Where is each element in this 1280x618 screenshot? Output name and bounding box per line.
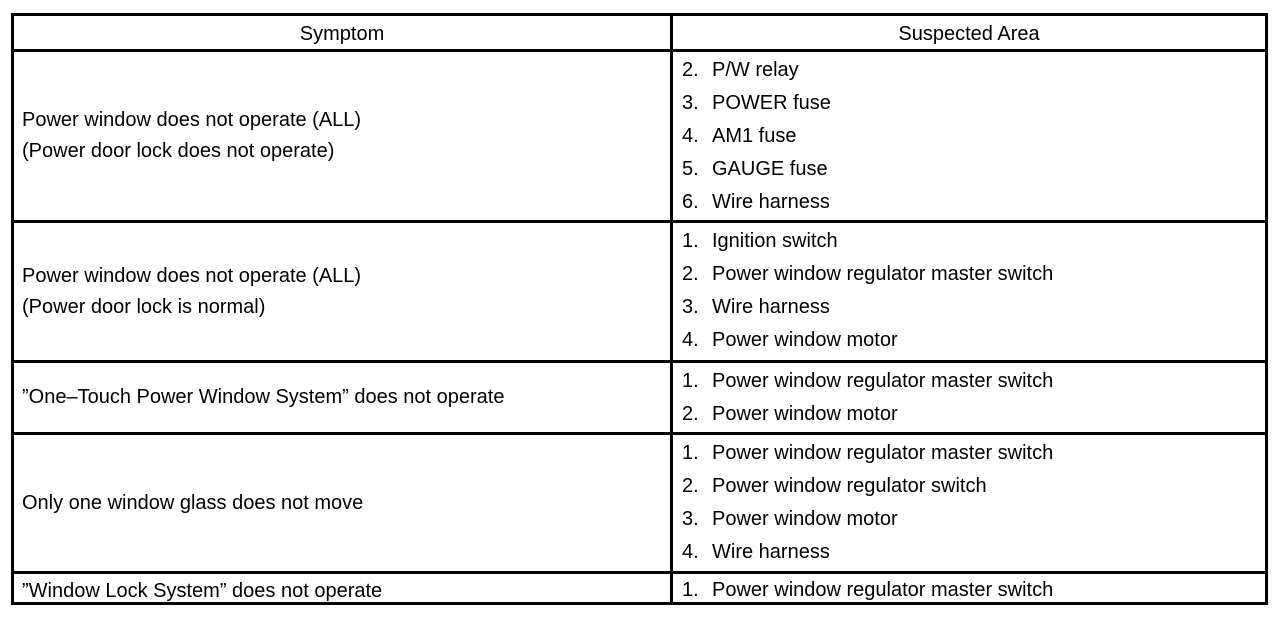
- symptom-line: ”Window Lock System” does not operate: [22, 579, 383, 602]
- troubleshooting-table: [11, 13, 1268, 605]
- area-number: 2.: [682, 263, 699, 285]
- area-number: 1.: [682, 579, 699, 601]
- area-item: [682, 470, 1257, 503]
- table-row: [14, 363, 1265, 435]
- area-text: Power window regulator master switch: [712, 579, 1054, 601]
- area-item: [682, 536, 1257, 569]
- area-item: [682, 503, 1257, 536]
- area-text: GAUGE fuse: [712, 158, 828, 180]
- suspected-area-cell: [682, 225, 1257, 357]
- area-text: P/W relay: [712, 59, 799, 81]
- suspected-area-cell: [682, 574, 1257, 607]
- area-item: [682, 324, 1257, 357]
- area-text: Power window motor: [712, 403, 898, 425]
- area-text: Wire harness: [712, 296, 830, 318]
- table-row: [14, 52, 1265, 223]
- suspected-area-cell: [682, 437, 1257, 569]
- area-number: 1.: [682, 230, 699, 252]
- symptom-cell: [22, 52, 662, 220]
- area-text: Power window regulator master switch: [712, 263, 1054, 285]
- symptom-line: (Power door lock does not operate): [22, 140, 335, 162]
- table-row: [14, 223, 1265, 363]
- header-suspected-area: Suspected Area: [898, 23, 1040, 45]
- table-header-row: [14, 16, 1265, 52]
- column-divider: [670, 16, 673, 602]
- symptom-line: (Power door lock is normal): [22, 295, 266, 318]
- area-text: Power window regulator master switch: [712, 442, 1054, 464]
- symptom-line: Power window does not operate (ALL): [22, 109, 362, 131]
- area-text: Wire harness: [712, 541, 830, 563]
- area-number: 6.: [682, 191, 699, 213]
- area-item: [682, 365, 1257, 398]
- suspected-area-cell: [682, 365, 1257, 431]
- area-number: 4.: [682, 329, 699, 351]
- symptom-cell: [22, 435, 662, 571]
- area-item: [682, 186, 1257, 219]
- area-number: 1.: [682, 442, 699, 464]
- symptom-line: ”One–Touch Power Window System” does not operate: [22, 386, 505, 408]
- area-text: Power window motor: [712, 508, 898, 530]
- area-text: POWER fuse: [712, 92, 831, 114]
- area-number: 1.: [682, 370, 699, 392]
- area-text: AM1 fuse: [712, 125, 797, 147]
- area-item: [682, 87, 1257, 120]
- area-item: [682, 574, 1257, 607]
- area-item: [682, 54, 1257, 87]
- area-item: [682, 258, 1257, 291]
- area-item: [682, 153, 1257, 186]
- symptom-cell: [22, 223, 662, 360]
- area-number: 4.: [682, 125, 699, 147]
- area-text: Wire harness: [712, 191, 830, 213]
- area-number: 4.: [682, 541, 699, 563]
- area-number: 3.: [682, 508, 699, 530]
- symptom-cell: [22, 573, 662, 609]
- area-item: [682, 398, 1257, 431]
- area-number: 3.: [682, 296, 699, 318]
- area-item: [682, 225, 1257, 258]
- area-text: Power window regulator switch: [712, 475, 987, 497]
- area-item: [682, 120, 1257, 153]
- area-number: 5.: [682, 158, 699, 180]
- area-text: Ignition switch: [712, 230, 838, 252]
- symptom-line: Only one window glass does not move: [22, 491, 364, 514]
- area-text: Power window motor: [712, 329, 898, 351]
- area-item: [682, 437, 1257, 470]
- table-row: [14, 574, 1265, 602]
- area-number: 2.: [682, 403, 699, 425]
- symptom-cell: [22, 363, 662, 432]
- suspected-area-cell: [682, 54, 1257, 219]
- area-text: Power window regulator master switch: [712, 370, 1054, 392]
- header-symptom: Symptom: [299, 23, 385, 45]
- area-number: 2.: [682, 475, 699, 497]
- area-number: 2.: [682, 59, 699, 81]
- area-item: [682, 291, 1257, 324]
- area-number: 3.: [682, 92, 699, 114]
- symptom-line: Power window does not operate (ALL): [22, 264, 362, 287]
- table-row: [14, 435, 1265, 574]
